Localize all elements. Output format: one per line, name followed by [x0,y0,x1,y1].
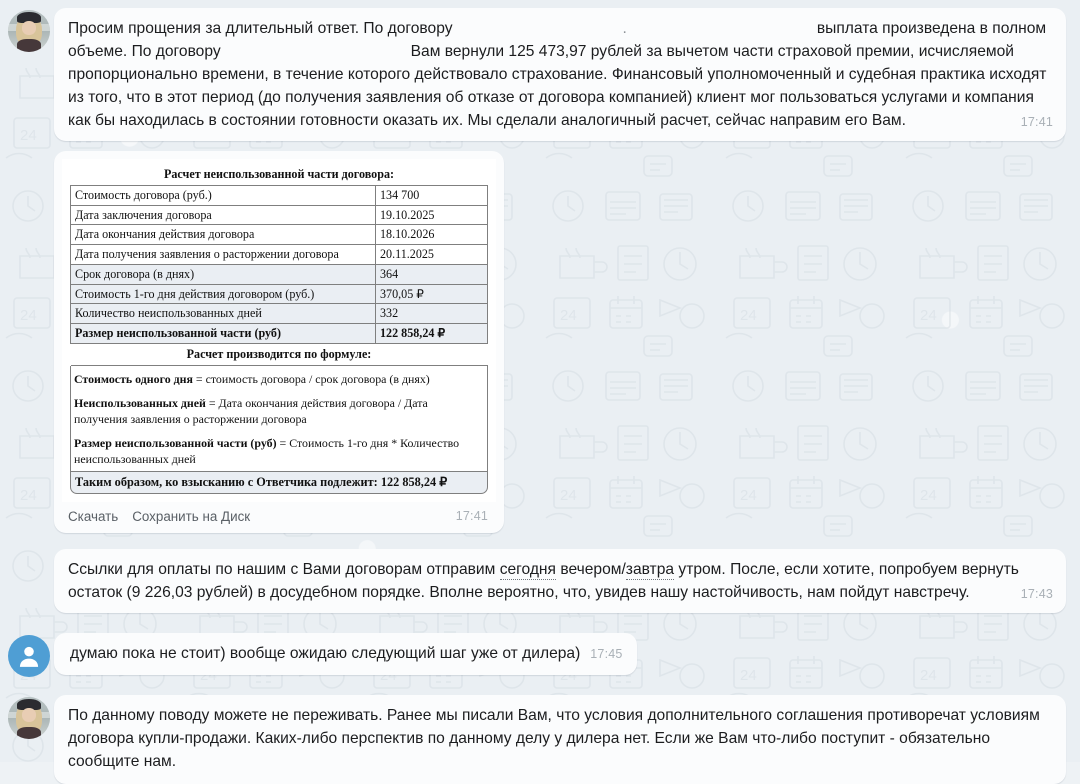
row-label: Количество неиспользованных дней [71,304,376,324]
formula-term: Неиспользованных дней [74,395,206,410]
avatar-slot [8,695,54,739]
formula-item [74,435,484,467]
formula-item [74,395,484,427]
row-label: Стоимость 1-го дня действия договором (руб.) [71,284,376,304]
user-icon [16,643,42,669]
avatar-photo-body [17,727,41,740]
row-value: 134 700 [376,185,488,205]
redacted-contract-number-1 [453,17,623,40]
row-value: 19.10.2025 [376,205,488,225]
message-bubble[interactable] [54,633,637,675]
row-value: 20.11.2025 [376,245,488,265]
row-label: Дата окончания действия договора [71,225,376,245]
formula-term: Стоимость одного дня [74,371,193,386]
emphasis-today: сегодня [499,561,556,579]
message-bubble[interactable] [54,549,1066,613]
message-row [0,549,1080,613]
message-text [68,17,1052,132]
message-timestamp: 17:45 [590,647,623,662]
avatar[interactable] [8,10,50,52]
row-label: Размер неиспользованной части (руб) [71,324,376,344]
avatar-placeholder [8,153,50,195]
attachment-actions [62,502,496,529]
message-text-b: вечером/ [556,561,626,579]
download-link[interactable]: Скачать [68,509,119,525]
message-row [0,695,1080,784]
row-label: Срок договора (в днях) [71,264,376,284]
row-value: 18.10.2026 [376,225,488,245]
message-timestamp: 17:41 [1020,115,1053,129]
redacted-contract-number-1b [627,17,817,40]
table-row [71,304,488,324]
document-attachment-bubble[interactable] [54,151,504,533]
row-value: 370,05 ₽ [376,284,488,304]
avatar-slot [8,8,54,52]
document-conclusion: Таким образом, ко взысканию с Ответчика подлежит: 122 858,24 ₽ [70,471,488,494]
avatar-slot [8,549,54,593]
avatar-slot [8,633,54,677]
message-row [0,633,1080,677]
table-row [71,324,488,344]
avatar-photo-body [17,39,41,52]
table-row [71,264,488,284]
redaction-dot: . [622,20,627,37]
message-text-part-1: Просим прощения за длительный ответ. По договору [68,20,453,37]
table-row [71,225,488,245]
formula-item [74,371,484,387]
avatar-slot [8,151,54,195]
table-row [71,205,488,225]
save-to-disk-link[interactable]: Сохранить на Диск [132,509,251,525]
formula-rest: = стоимость договора / срок договора (в днях) [192,371,430,386]
message-row [0,8,1080,141]
row-label: Дата заключения договора [71,205,376,225]
table-row [71,284,488,304]
message-text-c: утром. После, если хотите, попробуем вернуть остаток (9 226,03 рублей) в досудебном порядке. Вполне вероятно, что, увидев нашу настойчивость, нам пойдут навстречу. [68,561,1019,602]
avatar-photo-face [22,21,36,35]
avatar[interactable] [8,635,50,677]
row-value: 364 [376,264,488,284]
message-row [0,151,1080,533]
table-row [71,185,488,205]
avatar-photo-face [22,708,36,722]
table-row [71,245,488,265]
message-text: По данному поводу можете не переживать. Ранее мы писали Вам, что условия дополнительного соглашения противоречат условиям договора купли-продажи. Каких-либо перспектив по данному делу у дилера нет. Если же Вам что-либо поступит - обязательно сообщите нам. [68,707,1040,771]
message-text-part-2: выплата произведена в полном объеме. По договору [68,20,1047,60]
formula-header-row [71,343,488,365]
row-value: 332 [376,304,488,324]
formula-rest: = Стоимость 1-го дня * Количество неиспользованных дней [74,436,460,467]
message-text [68,558,1052,604]
message-text: думаю пока не стоит) вообще ожидаю следующий шаг уже от дилера) [70,645,581,663]
row-label: Дата получения заявления о расторжении договора [71,245,376,265]
message-timestamp: 17:43 [1020,587,1053,602]
avatar[interactable] [8,697,50,739]
message-bubble[interactable] [54,695,1066,784]
formula-header: Расчет производится по формуле: [71,343,488,365]
row-label: Стоимость договора (руб.) [71,185,376,205]
redacted-contract-number-2 [221,40,411,63]
table-title: Расчет неиспользованной части договора: [71,165,488,185]
formula-block [70,366,488,472]
message-timestamp: 17:41 [455,509,488,524]
calculation-table [70,165,488,366]
emphasis-tomorrow: завтра [625,561,675,579]
table-title-row [71,165,488,185]
document-preview-image[interactable] [62,159,496,502]
avatar-placeholder [8,551,50,593]
message-text-part-3: Вам вернули 125 473,97 рублей за вычетом части страховой премии, исчисляемой пропорционально времени, в течение которого действовало страхование. Финансовый уполномоченный и судебная практика исходят из того, что в этот период (до получения заявления об отказе от договора компанией) клиент мог пользоваться услугами и компания как бы находилась в состоянии готовности оказать их. Мы сделали аналогичный расчет, сейчас направим его Вам. [68,43,1047,129]
message-bubble[interactable] [54,8,1066,141]
row-value: 122 858,24 ₽ [376,324,488,344]
formula-term: Размер неиспользованной части (руб) [74,436,277,451]
formula-rest: = Дата окончания действия договора / Дата получения заявления о расторжении договора [74,395,428,426]
message-text-a: Ссылки для оплаты по нашим с Вами договорам отправим [68,561,500,579]
